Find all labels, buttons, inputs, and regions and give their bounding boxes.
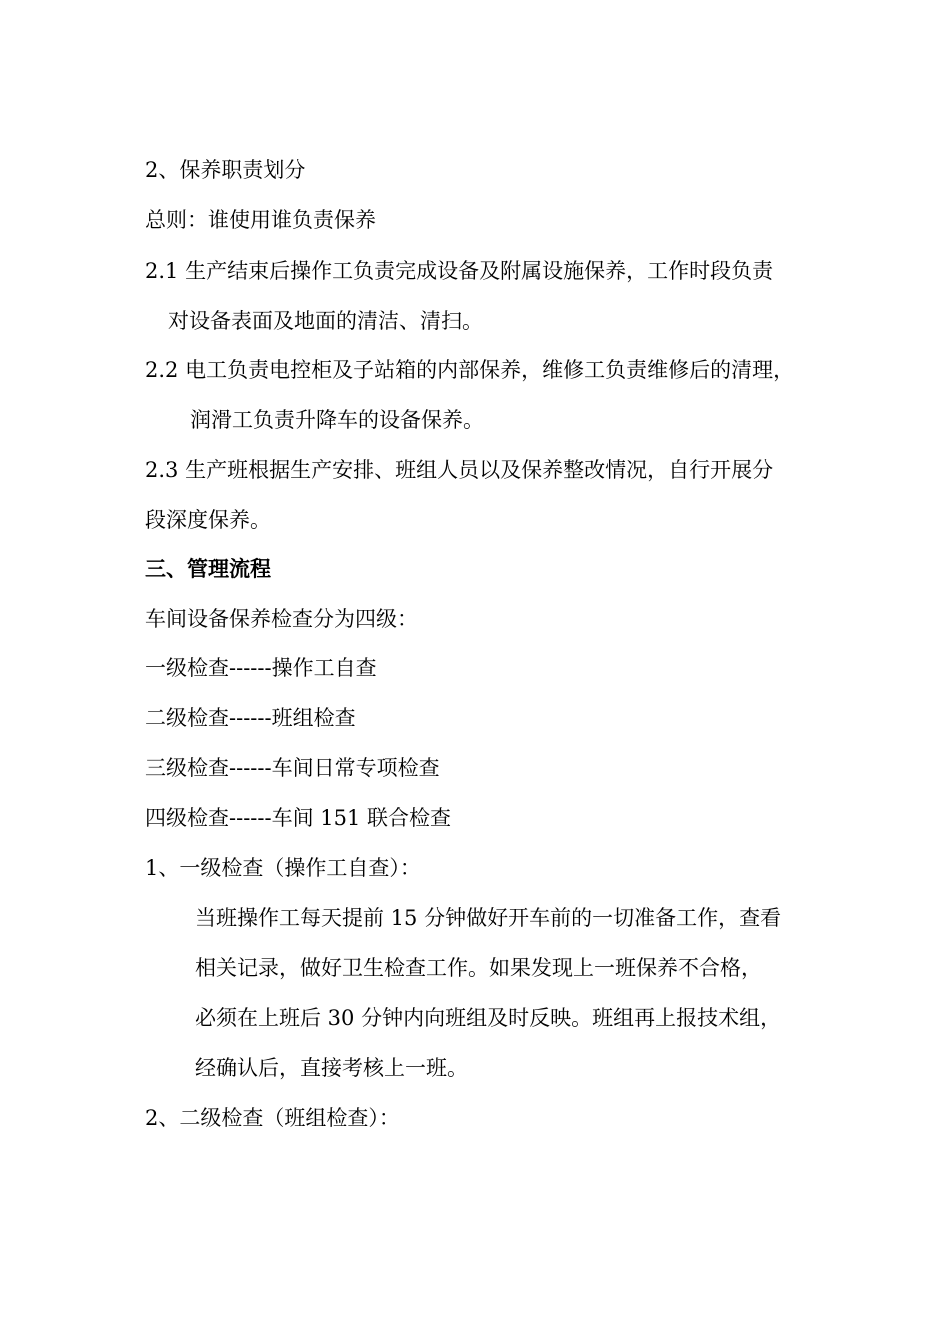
clause-2-3-line-2: 段深度保养。 xyxy=(145,508,271,532)
inspection-level-4: 四级检查------车间 151 联合检查 xyxy=(145,806,452,830)
clause-2-2-line-1: 2.2 电工负责电控柜及子站箱的内部保养，维修工负责维修后的清理， xyxy=(145,358,795,382)
subheading-level-1-inspection: 1、一级检查（操作工自查）： xyxy=(145,856,421,880)
subheading-level-2-inspection: 2、二级检查（班组检查）： xyxy=(145,1106,400,1130)
inspection-levels-intro: 车间设备保养检查分为四级： xyxy=(145,607,418,631)
inspection-level-3: 三级检查------车间日常专项检查 xyxy=(145,756,440,780)
level-1-paragraph-line-4: 经确认后，直接考核上一班。 xyxy=(195,1056,468,1080)
level-1-paragraph-line-2: 相关记录，做好卫生检查工作。如果发现上一班保养不合格， xyxy=(195,956,762,980)
section-heading-management-process: 三、管理流程 xyxy=(145,556,271,581)
clause-2-1-line-1: 2.1 生产结束后操作工负责完成设备及附属设施保养，工作时段负责 xyxy=(145,259,774,283)
clause-2-3-line-1: 2.3 生产班根据生产安排、班组人员以及保养整改情况，自行开展分 xyxy=(145,458,774,482)
clause-2-2-line-2: 润滑工负责升降车的设备保养。 xyxy=(190,408,484,432)
level-1-paragraph-line-3: 必须在上班后 30 分钟内向班组及时反映。班组再上报技术组， xyxy=(195,1006,782,1030)
general-principle: 总则：谁使用谁负责保养 xyxy=(145,208,376,232)
inspection-level-2: 二级检查------班组检查 xyxy=(145,706,356,730)
level-1-paragraph-line-1: 当班操作工每天提前 15 分钟做好开车前的一切准备工作，查看 xyxy=(195,906,782,930)
section-heading-maintenance-duties: 2、保养职责划分 xyxy=(145,158,306,182)
clause-2-1-line-2: 对设备表面及地面的清洁、清扫。 xyxy=(168,309,483,333)
inspection-level-1: 一级检查------操作工自查 xyxy=(145,656,377,680)
